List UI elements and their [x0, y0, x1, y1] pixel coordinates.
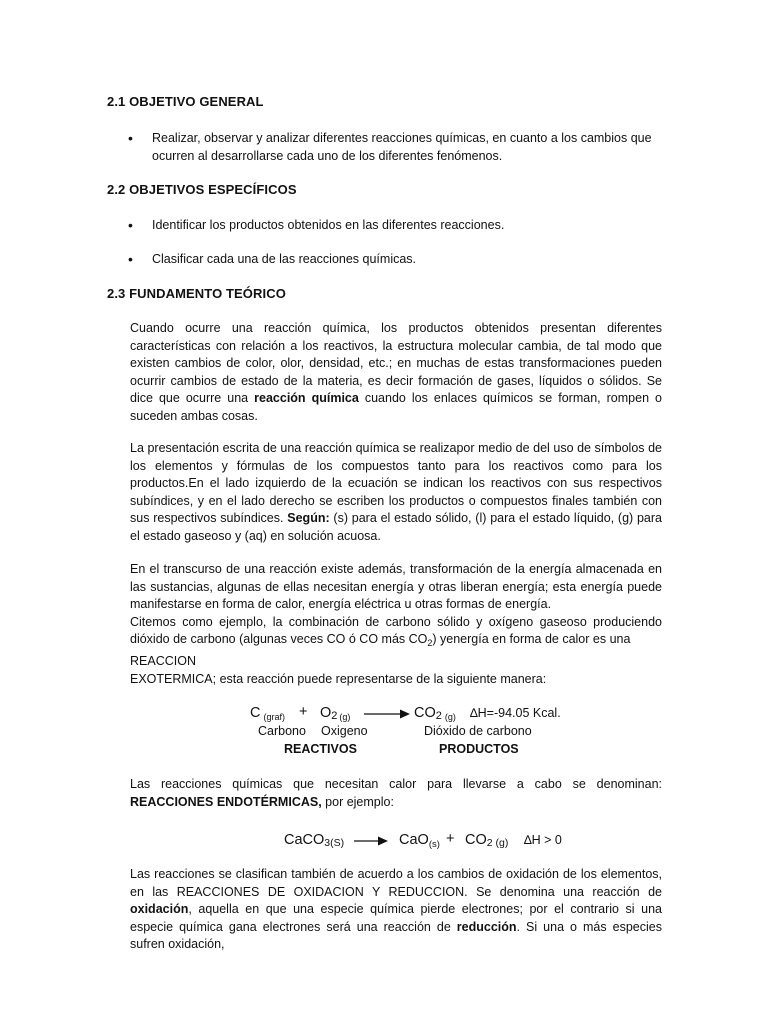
paragraph-bold-text: reducción: [456, 919, 517, 934]
formula-text: CO: [465, 832, 487, 848]
section-heading-objetivo-general: 2.1 OBJETIVO GENERAL: [107, 94, 264, 109]
paragraph-bold-text: oxidación: [130, 902, 189, 917]
paragraph-text: Cuando ocurre una reacción química, los productos obtenidos presentan diferentes características con relación a los reactivos, la estructura molecular cambia, de tal modo que existen cambios de color, olor, densidad, etc.; en muchas de estas transformaciones pueden ocurrir cambios de estado de la materia, es decir formación de gases, líquidos o sólidos. Se dice que ocurre una: [130, 321, 662, 406]
paragraph-bold-text: reacción química: [254, 391, 359, 406]
paragraph-text: Las reacciones se clasifican también de acuerdo a los cambios de oxidación de los elementos, en las: [130, 867, 662, 899]
paragraph-text: Se denomina una reacción de: [467, 884, 662, 899]
paragraph: [130, 866, 662, 954]
paragraph: [130, 320, 662, 426]
section-heading-objetivos-especificos: 2.2 OBJETIVOS ESPECÍFICOS: [107, 182, 297, 197]
subscript: (g): [444, 712, 456, 722]
reaction-arrow-icon: [364, 708, 410, 720]
plus-sign: +: [446, 831, 455, 847]
paragraph-text: Citemos como ejemplo, la combinación de carbono sólido y oxígeno gaseoso produciendo dióxido de carbono (algunas veces CO ó CO más CO: [130, 614, 662, 647]
subscript: 2: [427, 638, 433, 649]
equation-reactant-carbon: [250, 704, 285, 722]
subscript: (graf): [263, 712, 285, 722]
bullet-icon: •: [128, 251, 133, 267]
equation-product-co2: [414, 704, 456, 722]
paragraph-text: La presentación escrita de una reacción química se realizapor medio de del uso de símbolos de los elementos y fórmulas de los compuestos tanto para los reactivos como para los productos.En el lado izquierdo de la ecuación se indican los reactivos con sus respectivos subíndices, y en el lado derecho se escriben los productos o compuestos finales también con sus respectivos subíndices.: [130, 441, 662, 526]
paragraph-text: , aquella en que una especie química pierde electrones; por el contrario si una especie química gana electrones será una reacción de: [130, 902, 662, 934]
paragraph-text: REACCIONES DE OXIDACION Y REDUCCION.: [176, 884, 468, 899]
paragraph: [130, 561, 662, 688]
formula-text: O: [320, 705, 332, 721]
paragraph: [130, 776, 662, 811]
bullet-icon: •: [128, 130, 133, 146]
subscript: 3(S): [324, 837, 345, 849]
paragraph-text: (s) para el estado sólido, (l) para el estado líquido, (g) para el estado gaseoso y (aq) en solución acuosa.: [130, 511, 662, 543]
label-carbono: Carbono: [258, 724, 306, 738]
reaction-arrow-icon: [354, 835, 388, 847]
section-heading-fundamento-teorico: 2.3 FUNDAMENTO TEÓRICO: [107, 286, 286, 301]
paragraph-bold-text: Según:: [287, 511, 330, 526]
equation-product-co2: [465, 831, 508, 849]
formula-text: CaCO: [284, 832, 325, 848]
bullet-text: Clasificar cada una de las reacciones químicas.: [152, 252, 417, 266]
formula-text: CaO: [399, 832, 429, 848]
paragraph-text: ) yenergía en forma de calor es una: [432, 632, 631, 647]
enthalpy-value: ∆H=-94.05 Kcal.: [470, 706, 561, 720]
bullet-text: Realizar, observar y analizar diferentes reacciones químicas, en cuanto a los cambios que ocurren al desarrollarse cada uno de los diferentes fenómenos.: [152, 131, 652, 163]
paragraph-text: cuando los enlaces químicos se forman, rompen o suceden ambas cosas.: [130, 391, 662, 423]
label-reactivos: REACTIVOS: [284, 742, 357, 756]
equation-reactant-caco3: [284, 831, 344, 849]
paragraph: [130, 440, 662, 546]
label-dioxido-de-carbono: Dióxido de carbono: [424, 724, 532, 738]
label-productos: PRODUCTOS: [439, 742, 519, 756]
paragraph-bold-text: REACCIONES ENDOTÉRMICAS,: [130, 794, 322, 809]
paragraph-text: En el transcurso de una reacción existe además, transformación de la energía almacenada en las sustancias, algunas de ellas necesitan energía y otras liberan energía; esta energía puede manifestarse en forma de calor, energía eléctrica u otras formas de energía.: [130, 562, 662, 612]
equation-reactant-oxygen: [320, 704, 350, 722]
formula-text: C: [250, 705, 261, 721]
paragraph-text-line: [130, 671, 662, 689]
label-oxigeno: Oxigeno: [321, 724, 368, 738]
paragraph-text: . Si una o más especies sufren oxidación,: [130, 919, 662, 952]
subscript: 2: [331, 710, 338, 722]
paragraph-text: Las reacciones químicas que necesitan calor para llevarse a cabo se denominan:: [130, 777, 662, 791]
paragraph-text: esta reacción puede representarse de la siguiente manera:: [216, 671, 547, 686]
subscript: (s): [428, 839, 440, 850]
formula-text: CO: [414, 705, 436, 721]
paragraph-text: EXOTERMICA;: [130, 671, 217, 686]
subscript: (g): [339, 712, 351, 722]
subscript: 2: [435, 710, 442, 722]
bullet-text: Identificar los productos obtenidos en las diferentes reacciones.: [152, 218, 505, 232]
paragraph-text: REACCION: [130, 653, 196, 668]
enthalpy-value: ∆H > 0: [524, 833, 562, 847]
subscript: 2 (g): [486, 837, 509, 849]
paragraph-text: por ejemplo:: [321, 794, 394, 809]
plus-sign: +: [299, 704, 308, 720]
bullet-icon: •: [128, 217, 133, 233]
paragraph-text-line: [130, 614, 662, 653]
equation-product-cao: [399, 831, 440, 850]
